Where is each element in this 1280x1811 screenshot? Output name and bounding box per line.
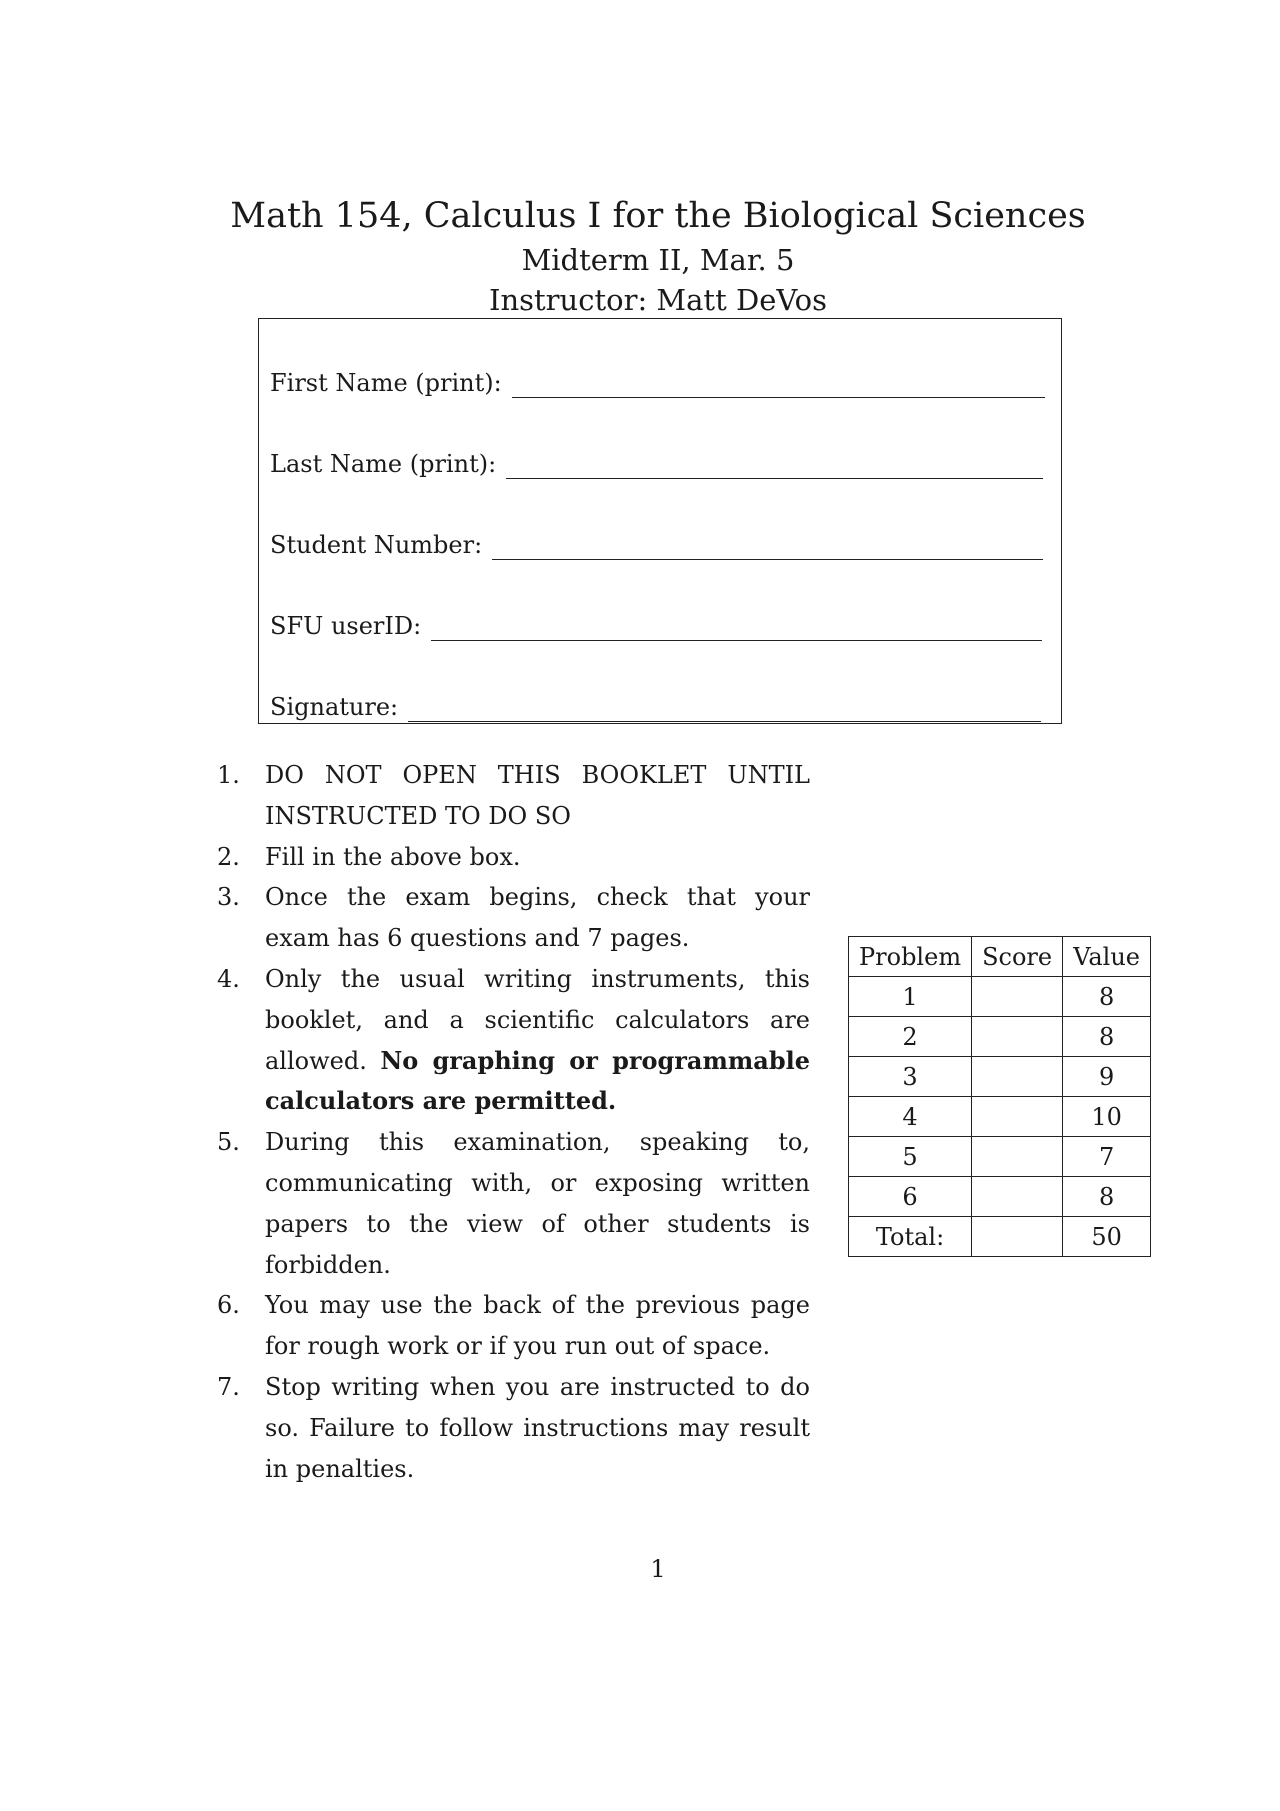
- table-row: [849, 1017, 1151, 1057]
- instructor-line: Instructor: Matt DeVos: [489, 283, 827, 317]
- problem-cell: 3: [849, 1057, 972, 1097]
- instruction-text: During this examination, speaking to, communicating with, or exposing written papers to the view of other students is forbidden.: [265, 1128, 810, 1279]
- value-cell: 9: [1063, 1057, 1151, 1097]
- instruction-item: [205, 877, 810, 959]
- score-table-header: [849, 937, 1151, 977]
- problem-cell: 5: [849, 1137, 972, 1177]
- instruction-number: 6.: [217, 1291, 240, 1320]
- instruction-item: [205, 959, 810, 1122]
- score-cell[interactable]: [972, 1137, 1063, 1177]
- problem-cell: 6: [849, 1177, 972, 1217]
- sfu-userid-blank[interactable]: [431, 614, 1042, 641]
- score-table: [848, 936, 1151, 1257]
- instructions-list: [205, 755, 810, 1489]
- instruction-number: 1.: [217, 761, 240, 789]
- score-cell[interactable]: [972, 1177, 1063, 1217]
- instruction-number: 5.: [217, 1128, 240, 1157]
- instruction-text: Once the exam begins, check that your exam has 6 questions and 7 pages.: [265, 883, 810, 953]
- score-cell[interactable]: [972, 1017, 1063, 1057]
- table-row: [849, 1057, 1151, 1097]
- instruction-item: [205, 1285, 810, 1367]
- first-name-blank[interactable]: [512, 371, 1045, 398]
- value-cell: 8: [1063, 977, 1151, 1017]
- signature-blank[interactable]: [408, 695, 1041, 722]
- signature-field[interactable]: [270, 686, 1041, 722]
- header-value: Value: [1063, 937, 1151, 977]
- student-number-blank[interactable]: [492, 533, 1043, 560]
- sfu-userid-field[interactable]: [270, 605, 1042, 641]
- instruction-item: [205, 755, 810, 837]
- table-row: [849, 1137, 1151, 1177]
- problem-cell: 1: [849, 977, 972, 1017]
- instruction-text: Stop writing when you are instructed to do so. Failure to follow instructions may result in penalties.: [265, 1372, 810, 1483]
- problem-cell: 2: [849, 1017, 972, 1057]
- first-name-field[interactable]: [270, 362, 1045, 398]
- last-name-field[interactable]: [270, 443, 1043, 479]
- total-label: Total:: [849, 1217, 972, 1257]
- instruction-number: 7.: [217, 1372, 240, 1401]
- score-cell[interactable]: [972, 977, 1063, 1017]
- value-cell: 10: [1063, 1097, 1151, 1137]
- student-number-label: Student Number:: [270, 531, 483, 559]
- problem-cell: 4: [849, 1097, 972, 1137]
- instruction-item: [205, 837, 810, 878]
- total-score-cell[interactable]: [972, 1217, 1063, 1257]
- value-cell: 8: [1063, 1177, 1151, 1217]
- instruction-text: You may use the back of the previous page for rough work or if you run out of space.: [265, 1291, 810, 1361]
- instruction-number: 4.: [217, 964, 240, 993]
- last-name-blank[interactable]: [506, 452, 1043, 479]
- instruction-number: 3.: [217, 883, 240, 912]
- total-value-cell: 50: [1063, 1217, 1151, 1257]
- sfu-userid-label: SFU userID:: [270, 612, 422, 640]
- last-name-label: Last Name (print):: [270, 450, 497, 478]
- page-number: 1: [650, 1555, 666, 1583]
- signature-label: Signature:: [270, 693, 399, 721]
- table-row: [849, 1177, 1151, 1217]
- table-row: [849, 1097, 1151, 1137]
- table-total-row: [849, 1217, 1151, 1257]
- score-cell[interactable]: [972, 1057, 1063, 1097]
- instruction-text: DO NOT OPEN THIS BOOKLET UNTIL INSTRUCTED TO DO SO: [265, 761, 810, 830]
- exam-title: Math 154, Calculus I for the Biological Sciences: [230, 196, 1086, 236]
- first-name-label: First Name (print):: [270, 369, 502, 397]
- score-cell[interactable]: [972, 1097, 1063, 1137]
- instruction-item: [205, 1122, 810, 1285]
- value-cell: 7: [1063, 1137, 1151, 1177]
- student-number-field[interactable]: [270, 524, 1043, 560]
- table-row: [849, 977, 1151, 1017]
- instruction-bold-text: No graphing or programmable calculators are permitted.: [265, 1045, 810, 1116]
- header-score: Score: [972, 937, 1063, 977]
- instruction-item: [205, 1367, 810, 1489]
- instruction-number: 2.: [217, 842, 240, 871]
- instruction-text: Fill in the above box.: [265, 842, 521, 871]
- exam-subtitle: Midterm II, Mar. 5: [521, 243, 795, 277]
- instruction-text: Only the usual writing instruments, this booklet, and a scientific calculators are allowed.: [265, 964, 810, 1075]
- value-cell: 8: [1063, 1017, 1151, 1057]
- header-problem: Problem: [849, 937, 972, 977]
